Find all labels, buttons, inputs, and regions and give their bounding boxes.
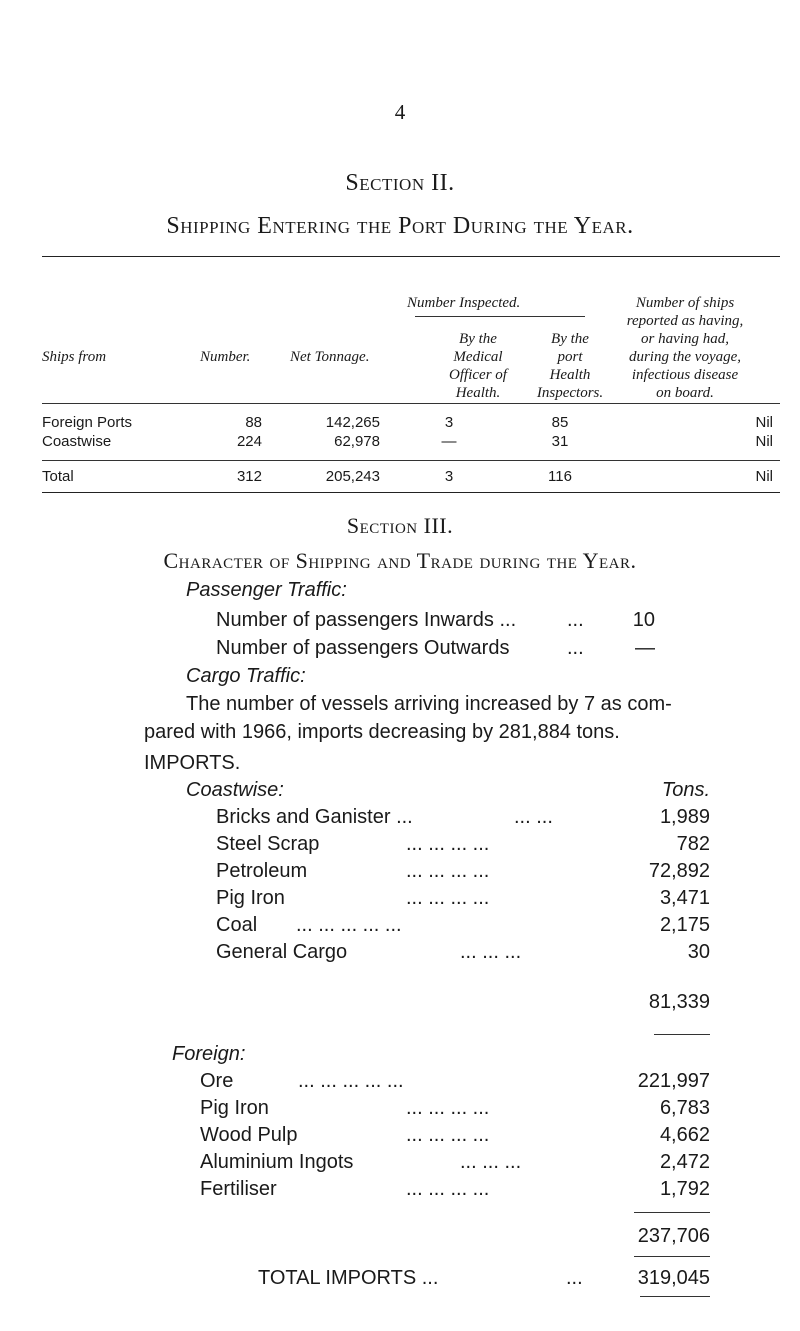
foreign-item-name: Wood Pulp xyxy=(200,1124,298,1146)
total-medical: 3 xyxy=(444,468,454,485)
outwards-value: — xyxy=(635,637,655,659)
row-coastwise-reported: Nil xyxy=(755,433,773,450)
inwards-label: Number of passengers Inwards ... xyxy=(216,609,517,631)
total-reported: Nil xyxy=(755,468,773,485)
coastwise-item-dots: ... ... xyxy=(514,806,553,828)
reported-line-6: on board. xyxy=(656,385,714,401)
number-header: Number. xyxy=(200,349,251,365)
coastwise-item-tons: 30 xyxy=(687,941,710,963)
by-medical-line-1: By the xyxy=(459,331,497,347)
coastwise-item-name: Steel Scrap xyxy=(216,833,320,855)
row-foreign-tonnage: 142,265 xyxy=(325,414,380,431)
reported-line-3: or having had, xyxy=(641,331,729,347)
net-tonnage-header: Net Tonnage. xyxy=(290,349,370,365)
by-medical-header xyxy=(438,330,518,402)
by-port-line-1: By the xyxy=(551,331,589,347)
foreign-total: 237,706 xyxy=(637,1225,710,1247)
total-imports-label: TOTAL IMPORTS ... xyxy=(258,1267,439,1289)
row-foreign-number: 88 xyxy=(245,414,262,431)
total-port: 116 xyxy=(548,468,572,485)
by-port-line-4: Inspectors. xyxy=(536,385,604,401)
table-bottom-rule xyxy=(42,492,780,493)
imports-label: IMPORTS. xyxy=(144,752,241,774)
header-bottom-rule xyxy=(42,403,780,404)
total-imports-dots: ... xyxy=(566,1267,583,1289)
inwards-value: 10 xyxy=(632,609,655,631)
reported-line-5: infectious disease xyxy=(631,367,739,383)
coastwise-item-dots: ... ... ... ... ... xyxy=(296,914,402,936)
coastwise-item-dots: ... ... ... xyxy=(460,941,522,963)
coastwise-item-name: Petroleum xyxy=(216,860,308,882)
number-inspected-header: Number Inspected. xyxy=(407,295,521,311)
total-from: Total xyxy=(42,468,74,485)
cargo-line-1: The number of vessels arriving increased by 7 as com- xyxy=(186,693,672,715)
foreign-label: Foreign: xyxy=(172,1043,246,1065)
row-coastwise-medical: — xyxy=(441,433,457,450)
foreign-item-tons: 221,997 xyxy=(637,1070,710,1092)
section-3-title: Character of Shipping and Trade during the Year. xyxy=(163,548,637,573)
coastwise-item-dots: ... ... ... ... xyxy=(406,860,490,882)
row-coastwise-from: Coastwise xyxy=(42,433,112,450)
coastwise-item-tons: 3,471 xyxy=(659,887,710,909)
foreign-item-tons: 1,792 xyxy=(659,1178,710,1200)
table-top-rule xyxy=(42,256,780,257)
total-imports-value: 319,045 xyxy=(637,1267,710,1289)
foreign-item-tons: 2,472 xyxy=(659,1151,710,1173)
foreign-item-dots: ... ... ... ... xyxy=(406,1178,490,1200)
total-imports-rule xyxy=(640,1296,710,1297)
section-2-heading: Section II. xyxy=(345,170,455,196)
row-foreign-reported: Nil xyxy=(755,414,773,431)
section-2-title: Shipping Entering the Port During the Year. xyxy=(166,213,634,239)
header-group-rule xyxy=(415,316,585,317)
foreign-item-dots: ... ... ... ... ... xyxy=(298,1070,404,1092)
foreign-total-bottom-rule xyxy=(634,1256,710,1257)
foreign-item-dots: ... ... ... xyxy=(460,1151,522,1173)
foreign-total-top-rule xyxy=(634,1212,710,1213)
coastwise-item-tons: 782 xyxy=(676,833,710,855)
total-top-rule xyxy=(42,460,780,461)
cargo-traffic-label: Cargo Traffic: xyxy=(186,665,306,687)
coastwise-item-dots: ... ... ... ... xyxy=(406,887,490,909)
foreign-item-tons: 6,783 xyxy=(659,1097,710,1119)
page-number: 4 xyxy=(394,100,406,124)
row-coastwise-port: 31 xyxy=(551,433,569,450)
outwards-label: Number of passengers Outwards xyxy=(216,637,510,659)
coastwise-item-tons: 1,989 xyxy=(659,806,710,828)
coastwise-item-tons: 72,892 xyxy=(648,860,710,882)
row-coastwise-tonnage: 62,978 xyxy=(334,433,380,450)
coastwise-label: Coastwise: xyxy=(186,779,284,801)
by-port-header xyxy=(525,330,615,402)
coastwise-item-name: Pig Iron xyxy=(216,887,285,909)
by-medical-line-2: Medical xyxy=(453,349,503,365)
by-medical-line-4: Health. xyxy=(455,385,501,401)
passenger-traffic-label: Passenger Traffic: xyxy=(186,579,347,601)
foreign-item-name: Fertiliser xyxy=(200,1178,277,1200)
total-number: 312 xyxy=(236,468,262,485)
foreign-item-name: Aluminium Ingots xyxy=(200,1151,354,1173)
reported-line-4: during the voyage, xyxy=(628,349,742,365)
row-coastwise-number: 224 xyxy=(236,433,262,450)
foreign-item-name: Ore xyxy=(200,1070,234,1092)
foreign-item-name: Pig Iron xyxy=(200,1097,269,1119)
coastwise-item-name: General Cargo xyxy=(216,941,348,963)
section-3-heading: Section III. xyxy=(346,513,454,538)
coastwise-total: 81,339 xyxy=(648,991,710,1013)
row-foreign-medical: 3 xyxy=(444,414,454,431)
inwards-dots: ... xyxy=(567,609,584,631)
total-tonnage: 205,243 xyxy=(325,468,380,485)
row-foreign-from: Foreign Ports xyxy=(42,414,133,431)
tons-label: Tons. xyxy=(661,779,710,801)
reported-line-2: reported as having, xyxy=(626,313,744,329)
by-port-line-3: Health xyxy=(549,367,591,383)
coastwise-item-tons: 2,175 xyxy=(659,914,710,936)
foreign-item-tons: 4,662 xyxy=(659,1124,710,1146)
coastwise-item-name: Coal xyxy=(216,914,258,936)
coastwise-item-dots: ... ... ... ... xyxy=(406,833,490,855)
ships-from-header: Ships from xyxy=(42,349,107,365)
reported-line-1: Number of ships xyxy=(635,295,735,311)
cargo-line-2: pared with 1966, imports decreasing by 281,884 tons. xyxy=(144,721,620,743)
coastwise-item-name: Bricks and Ganister ... xyxy=(216,806,413,828)
foreign-item-dots: ... ... ... ... xyxy=(406,1124,490,1146)
row-foreign-port: 85 xyxy=(551,414,569,431)
by-medical-line-3: Officer of xyxy=(449,367,507,383)
coastwise-total-rule xyxy=(654,1034,710,1035)
outwards-dots: ... xyxy=(567,637,584,659)
by-port-line-2: port xyxy=(557,349,583,365)
foreign-item-dots: ... ... ... ... xyxy=(406,1097,490,1119)
reported-header xyxy=(585,294,785,402)
